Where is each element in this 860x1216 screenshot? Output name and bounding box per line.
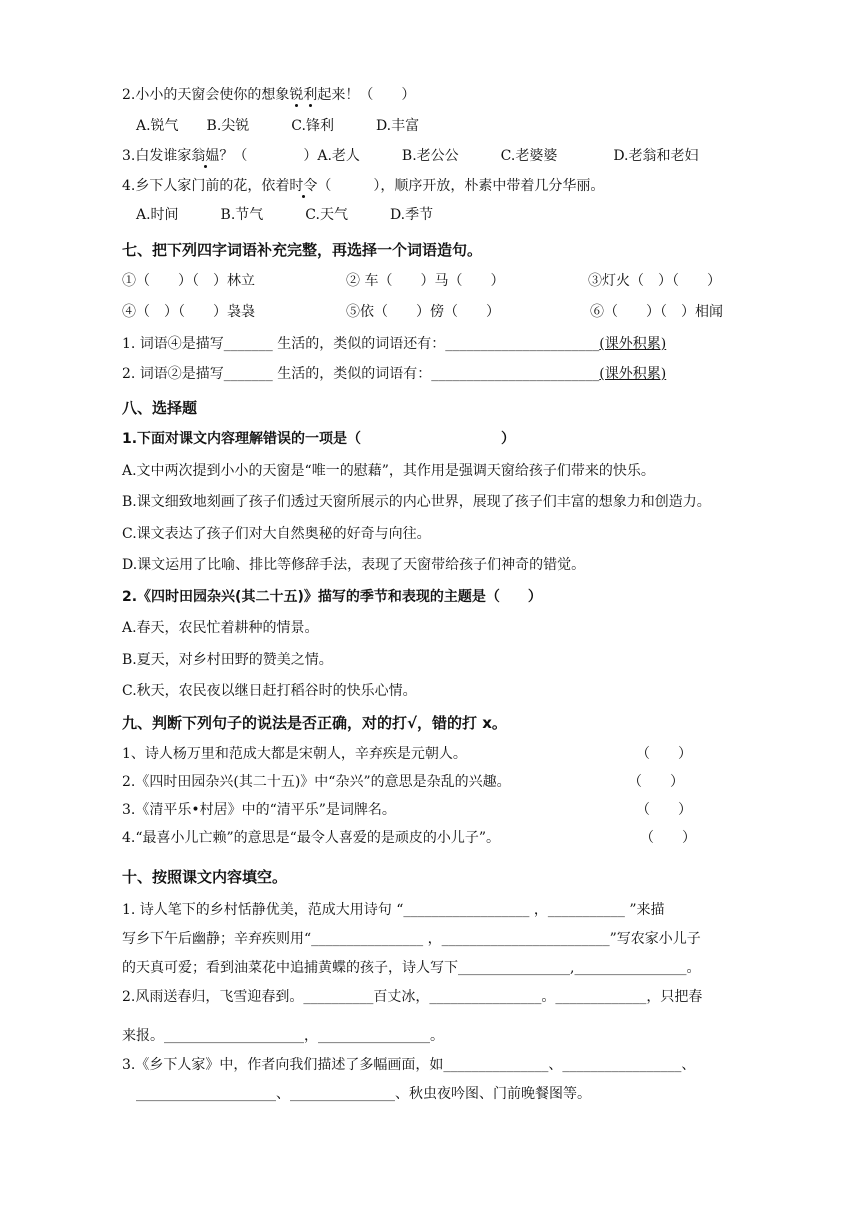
emphasis-dot: 利 — [303, 87, 318, 103]
q10-p1-line2: 写乡下午后幽静；辛弃疾则用“________________ ，________________________”写农家小儿子 — [122, 931, 701, 947]
emphasis-dot: 锐 — [289, 87, 304, 103]
section-8-heading: 八、选择题 — [122, 399, 198, 417]
q7-row1-c3: ③灯火（ ）（ ） — [588, 273, 721, 289]
q7-row2-c2: ⑤依（ ）傍（ ） — [346, 304, 500, 320]
q10-p1-line3: 的天真可爱；看到油菜花中追捕黄蝶的孩子，诗人写下________________,________________。 — [122, 960, 701, 976]
q9-s3-paren: （ ） — [636, 802, 692, 818]
q7-row1-c2: ② 车（ ）马（ ） — [346, 273, 505, 289]
section-9-heading: 九、判断下列句子的说法是否正确，对的打√，错的打 x。 — [122, 714, 507, 732]
q7-row2-c1: ④（ ）（ ）袅袅 — [122, 304, 255, 320]
q10-p1-line1: 1. 诗人笔下的乡村恬静优美，范成大用诗句 “__________________ ，___________ ”来描 — [122, 902, 665, 918]
q6-item2: 2.小小的天窗会使你的想象锐利起来！（ ） — [122, 87, 416, 103]
q9-s1: 1、诗人杨万里和范成大都是宋朝人，辛弃疾是元朝人。 — [122, 746, 467, 762]
q9-s4-paren: （ ） — [640, 830, 696, 846]
q8-sub2: 2.《四时田园杂兴(其二十五)》描写的季节和表现的主题是（ ） — [122, 589, 542, 605]
q10-p3-line1: 3.《乡下人家》中，作者向我们描述了多幅画面，如_______________、_________________、 — [122, 1057, 696, 1073]
q7-row1-c1: ①（ ）（ ）林立 — [122, 273, 255, 289]
q8-sub2-b: B.夏天，对乡村田野的赞美之情。 — [122, 652, 333, 668]
q8-sub1-c: C.课文表达了孩子们对大自然奥秘的好奇与向往。 — [122, 526, 431, 542]
section-7-heading: 七、把下列四字词语补充完整，再选择一个词语造句。 — [122, 241, 483, 259]
q9-s4: 4.“最喜小儿亡赖”的意思是“最令人喜爱的是顽皮的小儿子”。 — [122, 830, 500, 846]
q8-sub1-b: B.课文细致地刻画了孩子们透过天窗所展示的内心世界，展现了孩子们丰富的想象力和创造力。 — [122, 494, 711, 510]
q7-row2-c3: ⑥（ ）（ ）相闻 — [590, 304, 723, 320]
q10-p2-line1: 2.风雨送春归，飞雪迎春到。__________百丈冰，________________。_____________，只把春 — [122, 989, 703, 1005]
q10-p2-line2: 来报。____________________，________________。 — [122, 1028, 444, 1044]
section-10-heading: 十、按照课文内容填空。 — [122, 868, 288, 886]
q6-item4-options: A.时间 B.节气 C.天气 D.季节 — [136, 207, 434, 223]
q7-line1: 1. 词语④是描写_______ 生活的，类似的词语还有：______________________(课外积累) — [122, 336, 667, 352]
q6-item2-options: A.锐气 B.尖锐 C.锋利 D.丰富 — [136, 118, 420, 134]
q9-s1-paren: （ ） — [636, 746, 692, 762]
q6-item4: 4.乡下人家门前的花，依着时令（ ），顺序开放，朴素中带着几分华丽。 — [122, 178, 605, 194]
q7-line2: 2. 词语②是描写_______ 生活的，类似的词语有：________________________(课外积累) — [122, 366, 667, 382]
q8-sub1: 1.下面对课文内容理解错误的一项是（ ） — [122, 431, 516, 447]
q9-s3: 3.《清平乐•村居》中的“清平乐”是词牌名。 — [122, 802, 396, 818]
q9-s2-paren: （ ） — [628, 774, 684, 790]
q8-sub2-a: A.春天，农民忙着耕种的情景。 — [122, 620, 319, 636]
q10-p3-line2: ____________________、_______________、秋虫夜吟图、门前晚餐图等。 — [136, 1086, 591, 1102]
q8-sub1-d: D.课文运用了比喻、排比等修辞手法，表现了天窗带给孩子们神奇的错觉。 — [122, 557, 586, 573]
emphasis-dot: 时令 — [289, 178, 318, 194]
q8-sub1-a: A.文中两次提到小小的天窗是“唯一的慰藉”，其作用是强调天窗给孩子们带来的快乐。 — [122, 463, 655, 479]
q9-s2: 2.《四时田园杂兴(其二十五)》中“杂兴”的意思是杂乱的兴趣。 — [122, 774, 511, 790]
q8-sub2-c: C.秋天，农民夜以继日赶打稻谷时的快乐心情。 — [122, 683, 417, 699]
q6-item3: 3.白发谁家翁媪？（ ）A.老人 B.老公公 C.老婆婆 D.老翁和老妇 — [122, 148, 699, 164]
emphasis-dot: 翁媪 — [191, 148, 220, 164]
